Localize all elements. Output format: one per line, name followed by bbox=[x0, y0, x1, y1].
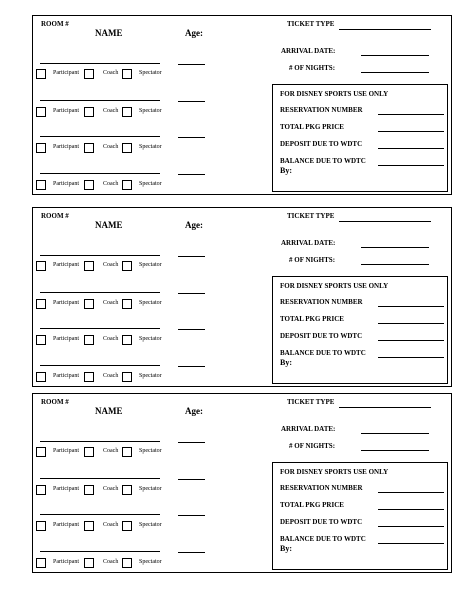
total-pkg-label: TOTAL PKG PRICE bbox=[280, 315, 344, 323]
reservation-label: RESERVATION NUMBER bbox=[280, 484, 363, 492]
name-label: NAME bbox=[95, 220, 123, 230]
deposit-label: DEPOSIT DUE TO WDTC bbox=[280, 518, 363, 526]
balance-field[interactable] bbox=[378, 165, 444, 166]
total-pkg-field[interactable] bbox=[378, 131, 444, 132]
nights-field[interactable] bbox=[361, 264, 429, 265]
coach-checkbox[interactable] bbox=[84, 447, 94, 457]
participant-label: Participant bbox=[53, 262, 79, 268]
guest-age-field[interactable] bbox=[178, 137, 205, 138]
balance-field[interactable] bbox=[378, 543, 444, 544]
name-label: NAME bbox=[95, 28, 123, 38]
ticket-type-field[interactable] bbox=[339, 407, 431, 408]
participant-label: Participant bbox=[53, 448, 79, 454]
reservation-field[interactable] bbox=[378, 114, 444, 115]
coach-checkbox[interactable] bbox=[84, 107, 94, 117]
age-label: Age: bbox=[185, 28, 203, 38]
participant-checkbox[interactable] bbox=[36, 180, 46, 190]
guest-age-field[interactable] bbox=[178, 329, 205, 330]
spectator-checkbox[interactable] bbox=[122, 485, 132, 495]
participant-label: Participant bbox=[53, 144, 79, 150]
spectator-label: Spectator bbox=[139, 108, 162, 114]
guest-age-field[interactable] bbox=[178, 479, 205, 480]
coach-label: Coach bbox=[103, 373, 119, 379]
spectator-label: Spectator bbox=[139, 336, 162, 342]
participant-label: Participant bbox=[53, 108, 79, 114]
participant-label: Participant bbox=[53, 559, 79, 565]
ticket-form-card-2 bbox=[32, 207, 452, 387]
spectator-checkbox[interactable] bbox=[122, 180, 132, 190]
total-pkg-field[interactable] bbox=[378, 323, 444, 324]
participant-checkbox[interactable] bbox=[36, 485, 46, 495]
guest-age-field[interactable] bbox=[178, 552, 205, 553]
coach-label: Coach bbox=[103, 448, 119, 454]
spectator-label: Spectator bbox=[139, 559, 162, 565]
name-label: NAME bbox=[95, 406, 123, 416]
room-label: ROOM # bbox=[41, 20, 69, 28]
coach-checkbox[interactable] bbox=[84, 180, 94, 190]
coach-checkbox[interactable] bbox=[84, 521, 94, 531]
guest-name-field[interactable] bbox=[40, 514, 160, 515]
office-use-box bbox=[272, 276, 448, 384]
arrival-date-field[interactable] bbox=[361, 247, 429, 248]
guest-age-field[interactable] bbox=[178, 174, 205, 175]
coach-checkbox[interactable] bbox=[84, 335, 94, 345]
participant-checkbox[interactable] bbox=[36, 143, 46, 153]
guest-name-field[interactable] bbox=[40, 551, 160, 552]
participant-checkbox[interactable] bbox=[36, 372, 46, 382]
guest-name-field[interactable] bbox=[40, 328, 160, 329]
reservation-label: RESERVATION NUMBER bbox=[280, 298, 363, 306]
room-label: ROOM # bbox=[41, 398, 69, 406]
coach-checkbox[interactable] bbox=[84, 69, 94, 79]
reservation-label: RESERVATION NUMBER bbox=[280, 106, 363, 114]
room-label: ROOM # bbox=[41, 212, 69, 220]
coach-label: Coach bbox=[103, 522, 119, 528]
guest-name-field[interactable] bbox=[40, 255, 160, 256]
guest-name-field[interactable] bbox=[40, 292, 160, 293]
participant-checkbox[interactable] bbox=[36, 521, 46, 531]
participant-checkbox[interactable] bbox=[36, 558, 46, 568]
total-pkg-field[interactable] bbox=[378, 509, 444, 510]
coach-checkbox[interactable] bbox=[84, 372, 94, 382]
participant-label: Participant bbox=[53, 181, 79, 187]
guest-name-field[interactable] bbox=[40, 63, 160, 64]
participant-checkbox[interactable] bbox=[36, 447, 46, 457]
ticket-type-field[interactable] bbox=[339, 29, 431, 30]
coach-label: Coach bbox=[103, 559, 119, 565]
participant-label: Participant bbox=[53, 70, 79, 76]
total-pkg-label: TOTAL PKG PRICE bbox=[280, 123, 344, 131]
guest-age-field[interactable] bbox=[178, 366, 205, 367]
spectator-label: Spectator bbox=[139, 144, 162, 150]
coach-label: Coach bbox=[103, 108, 119, 114]
coach-checkbox[interactable] bbox=[84, 143, 94, 153]
ticket-type-label: TICKET TYPE bbox=[287, 398, 335, 406]
nights-field[interactable] bbox=[361, 72, 429, 73]
spectator-checkbox[interactable] bbox=[122, 69, 132, 79]
reservation-field[interactable] bbox=[378, 492, 444, 493]
reservation-field[interactable] bbox=[378, 306, 444, 307]
participant-label: Participant bbox=[53, 336, 79, 342]
office-use-box bbox=[272, 462, 448, 570]
spectator-checkbox[interactable] bbox=[122, 521, 132, 531]
participant-label: Participant bbox=[53, 373, 79, 379]
coach-label: Coach bbox=[103, 486, 119, 492]
participant-checkbox[interactable] bbox=[36, 335, 46, 345]
spectator-checkbox[interactable] bbox=[122, 261, 132, 271]
guest-name-field[interactable] bbox=[40, 136, 160, 137]
balance-label: BALANCE DUE TO WDTC bbox=[280, 535, 366, 543]
deposit-field[interactable] bbox=[378, 148, 444, 149]
coach-label: Coach bbox=[103, 181, 119, 187]
coach-label: Coach bbox=[103, 144, 119, 150]
guest-age-field[interactable] bbox=[178, 515, 205, 516]
by-label: By: bbox=[280, 166, 292, 175]
guest-name-field[interactable] bbox=[40, 365, 160, 366]
spectator-checkbox[interactable] bbox=[122, 447, 132, 457]
spectator-label: Spectator bbox=[139, 373, 162, 379]
guest-age-field[interactable] bbox=[178, 293, 205, 294]
balance-label: BALANCE DUE TO WDTC bbox=[280, 349, 366, 357]
ticket-type-label: TICKET TYPE bbox=[287, 20, 335, 28]
guest-name-field[interactable] bbox=[40, 478, 160, 479]
deposit-label: DEPOSIT DUE TO WDTC bbox=[280, 332, 363, 340]
sports-only-label: FOR DISNEY SPORTS USE ONLY bbox=[280, 90, 389, 98]
spectator-checkbox[interactable] bbox=[122, 107, 132, 117]
nights-label: # OF NIGHTS: bbox=[289, 256, 336, 264]
ticket-form-card-3 bbox=[32, 393, 452, 573]
sports-only-label: FOR DISNEY SPORTS USE ONLY bbox=[280, 468, 389, 476]
spectator-checkbox[interactable] bbox=[122, 299, 132, 309]
coach-checkbox[interactable] bbox=[84, 261, 94, 271]
arrival-date-label: ARRIVAL DATE: bbox=[281, 239, 336, 247]
guest-age-field[interactable] bbox=[178, 442, 205, 443]
coach-label: Coach bbox=[103, 262, 119, 268]
participant-label: Participant bbox=[53, 300, 79, 306]
arrival-date-field[interactable] bbox=[361, 433, 429, 434]
office-use-box bbox=[272, 84, 448, 192]
ticket-form-card-1 bbox=[32, 15, 452, 195]
coach-label: Coach bbox=[103, 336, 119, 342]
coach-checkbox[interactable] bbox=[84, 485, 94, 495]
coach-checkbox[interactable] bbox=[84, 299, 94, 309]
participant-label: Participant bbox=[53, 486, 79, 492]
spectator-label: Spectator bbox=[139, 486, 162, 492]
spectator-checkbox[interactable] bbox=[122, 335, 132, 345]
arrival-date-field[interactable] bbox=[361, 55, 429, 56]
balance-label: BALANCE DUE TO WDTC bbox=[280, 157, 366, 165]
nights-label: # OF NIGHTS: bbox=[289, 442, 336, 450]
guest-age-field[interactable] bbox=[178, 64, 205, 65]
coach-label: Coach bbox=[103, 70, 119, 76]
arrival-date-label: ARRIVAL DATE: bbox=[281, 425, 336, 433]
arrival-date-label: ARRIVAL DATE: bbox=[281, 47, 336, 55]
spectator-label: Spectator bbox=[139, 300, 162, 306]
spectator-label: Spectator bbox=[139, 522, 162, 528]
sports-only-label: FOR DISNEY SPORTS USE ONLY bbox=[280, 282, 389, 290]
by-label: By: bbox=[280, 544, 292, 553]
guest-name-field[interactable] bbox=[40, 100, 160, 101]
participant-checkbox[interactable] bbox=[36, 69, 46, 79]
participant-checkbox[interactable] bbox=[36, 261, 46, 271]
guest-age-field[interactable] bbox=[178, 256, 205, 257]
spectator-label: Spectator bbox=[139, 70, 162, 76]
age-label: Age: bbox=[185, 406, 203, 416]
spectator-label: Spectator bbox=[139, 181, 162, 187]
guest-age-field[interactable] bbox=[178, 101, 205, 102]
age-label: Age: bbox=[185, 220, 203, 230]
participant-checkbox[interactable] bbox=[36, 107, 46, 117]
deposit-field[interactable] bbox=[378, 526, 444, 527]
ticket-type-field[interactable] bbox=[339, 221, 431, 222]
balance-field[interactable] bbox=[378, 357, 444, 358]
nights-label: # OF NIGHTS: bbox=[289, 64, 336, 72]
nights-field[interactable] bbox=[361, 450, 429, 451]
spectator-checkbox[interactable] bbox=[122, 143, 132, 153]
deposit-label: DEPOSIT DUE TO WDTC bbox=[280, 140, 363, 148]
spectator-label: Spectator bbox=[139, 262, 162, 268]
spectator-checkbox[interactable] bbox=[122, 372, 132, 382]
participant-checkbox[interactable] bbox=[36, 299, 46, 309]
by-label: By: bbox=[280, 358, 292, 367]
total-pkg-label: TOTAL PKG PRICE bbox=[280, 501, 344, 509]
ticket-type-label: TICKET TYPE bbox=[287, 212, 335, 220]
coach-label: Coach bbox=[103, 300, 119, 306]
guest-name-field[interactable] bbox=[40, 173, 160, 174]
spectator-label: Spectator bbox=[139, 448, 162, 454]
spectator-checkbox[interactable] bbox=[122, 558, 132, 568]
participant-label: Participant bbox=[53, 522, 79, 528]
guest-name-field[interactable] bbox=[40, 441, 160, 442]
coach-checkbox[interactable] bbox=[84, 558, 94, 568]
deposit-field[interactable] bbox=[378, 340, 444, 341]
